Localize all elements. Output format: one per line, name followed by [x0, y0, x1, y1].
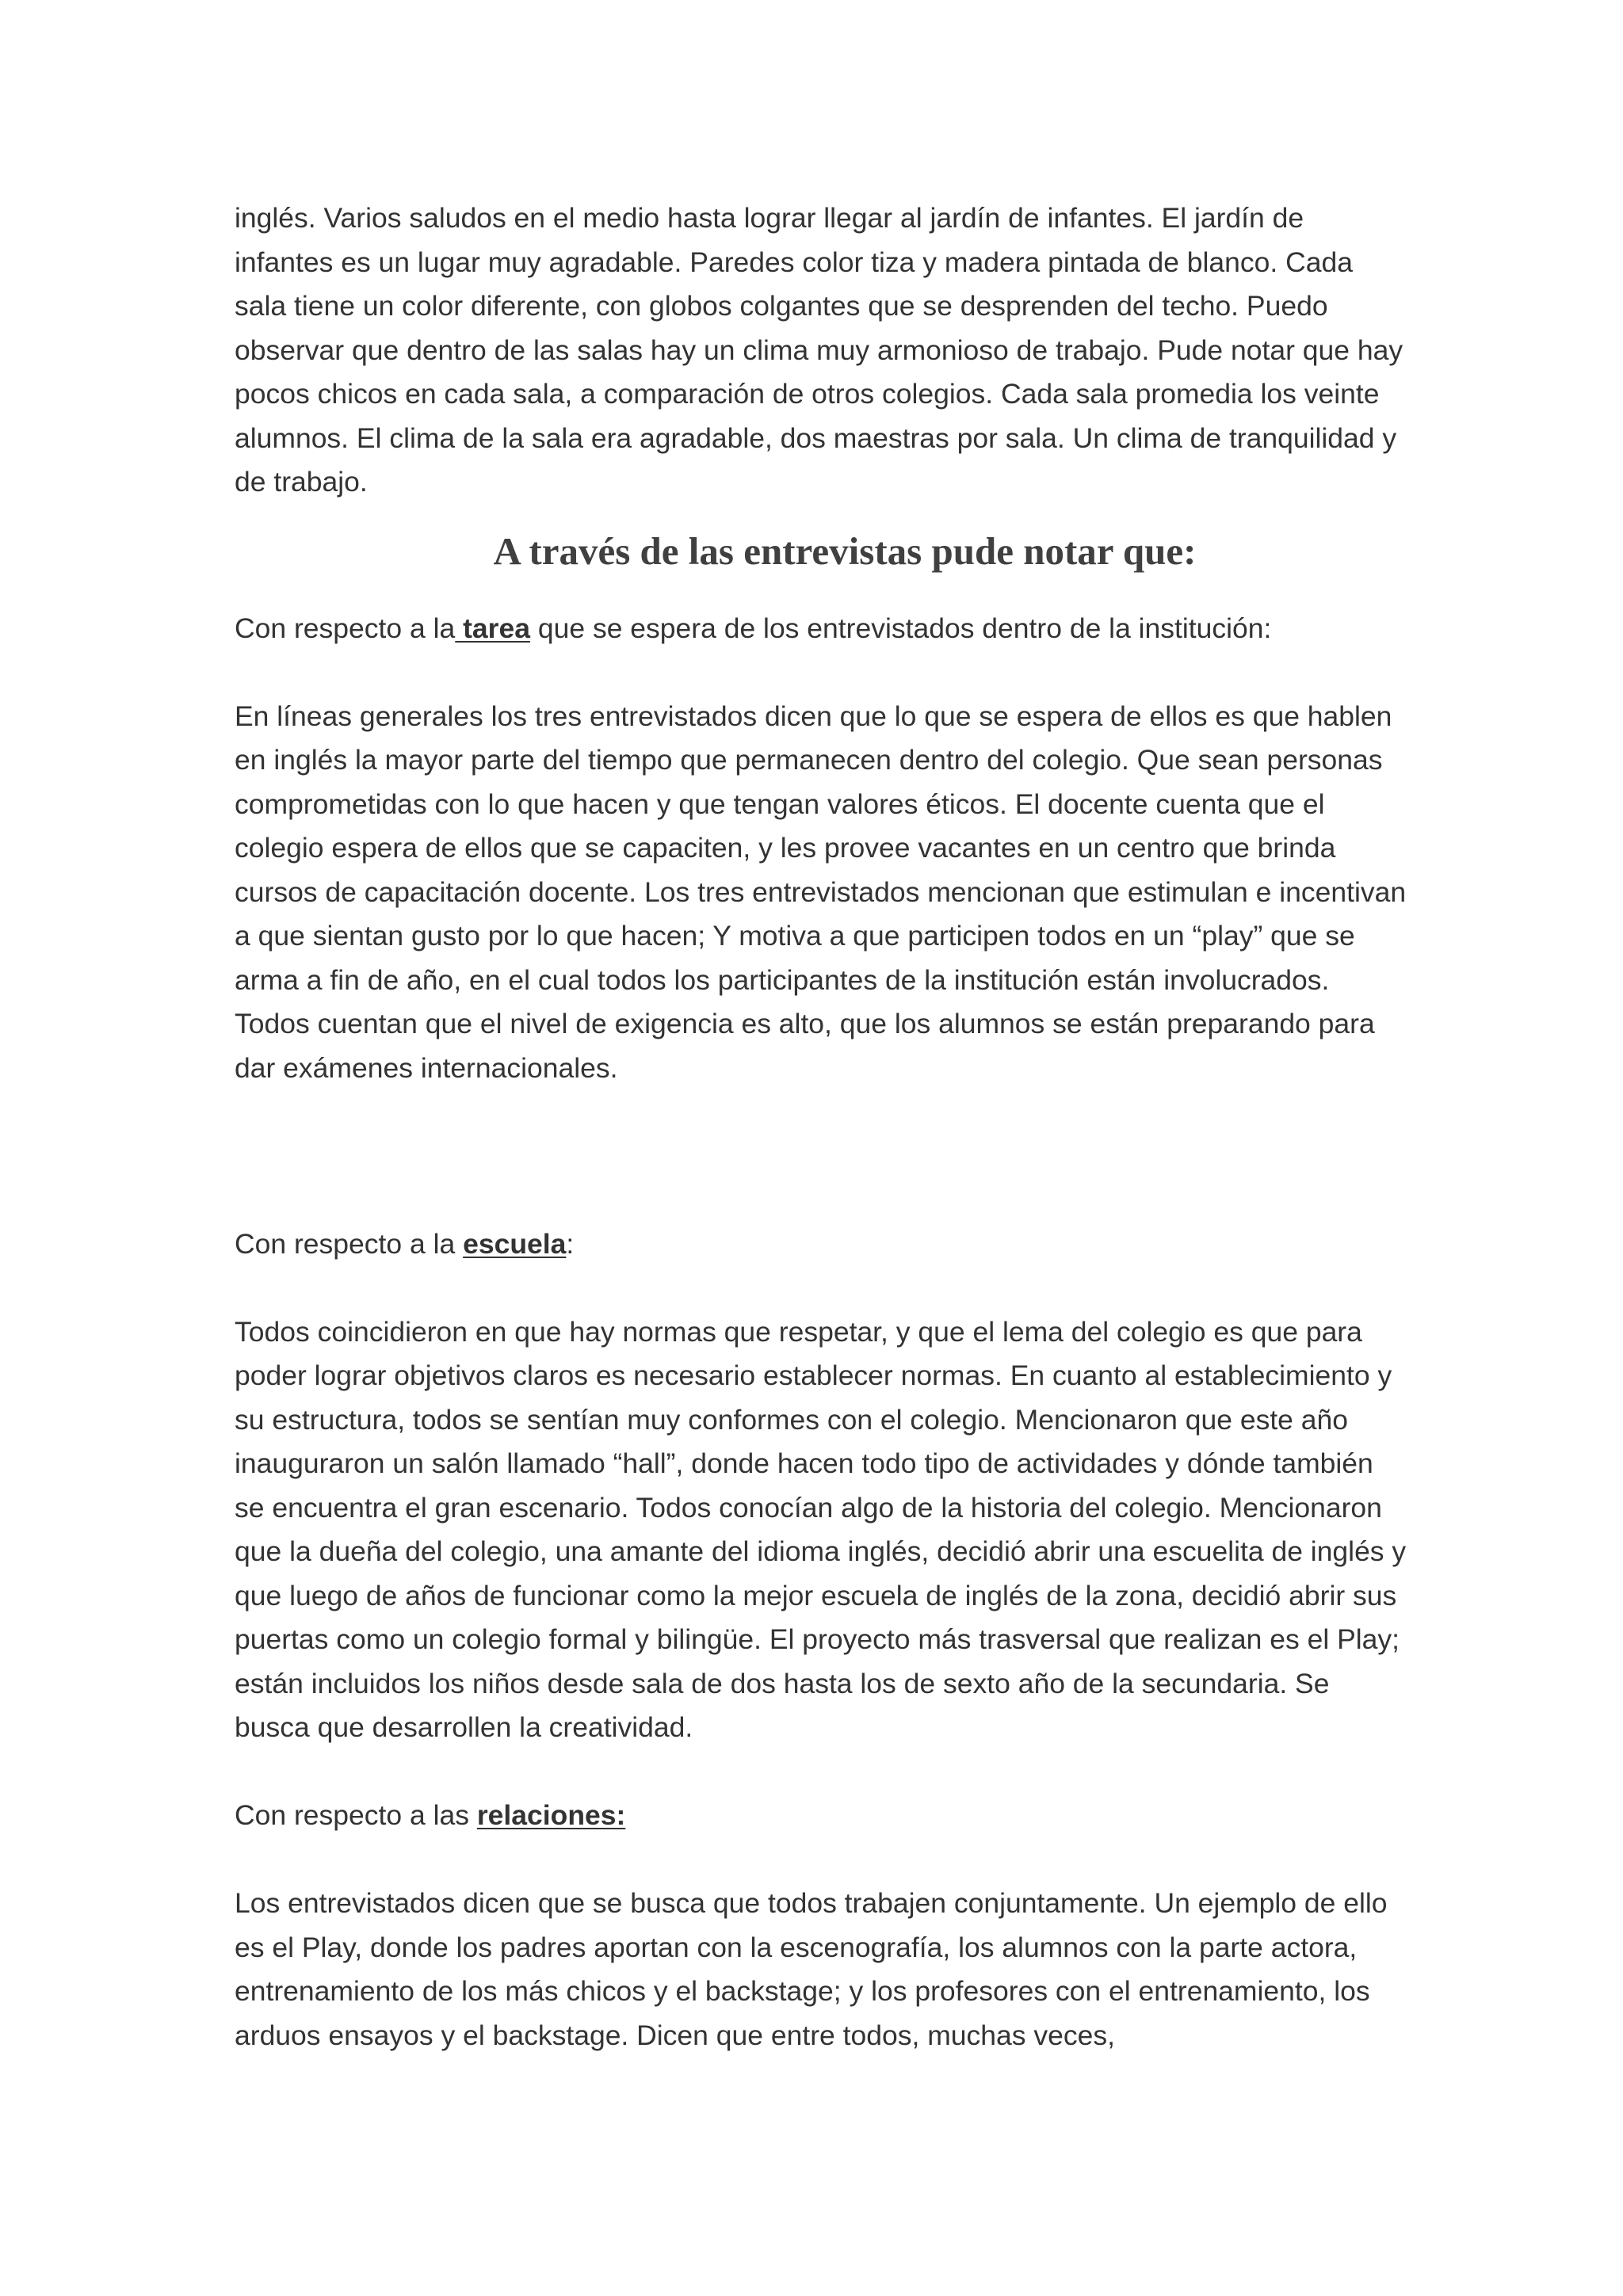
escuela-intro-after: : — [566, 1227, 575, 1260]
document-page — [235, 196, 1407, 2058]
spacer — [235, 1266, 1407, 1310]
section-heading: A través de las entrevistas pude notar que: — [493, 528, 1197, 573]
relaciones-body: Los entrevistados dicen que se busca que todos trabajen conjuntamente. Un ejemplo de ello es el Play, donde los padres aportan con la escenografía, los alumnos con la parte actora, entrenamiento de los más chicos y el backstage; y los profesores con el entrenamiento, los arduos ensayos y el backstage. Dicen que entre todos, muchas veces, — [235, 1887, 1388, 2051]
intro-paragraph: inglés. Varios saludos en el medio hasta lograr llegar al jardín de infantes. El jardín de infantes es un lugar muy agradable. Paredes color tiza y madera pintada de blanco. Cada sala tiene un color diferente, con globos colgantes que se desprenden del techo. Puedo observar que dentro de las salas hay un clima muy armonioso de trabajo. Pude notar que hay pocos chicos en cada sala, a comparación de otros colegios. Cada sala promedia los veinte alumnos. El clima de la sala era agradable, dos maestras por sala. Un clima de tranquilidad y de trabajo. — [235, 202, 1403, 498]
relaciones-keyword: relaciones: — [476, 1799, 626, 1831]
escuela-body: Todos coincidieron en que hay normas que respetar, y que el lema del colegio es que para poder lograr objetivos claros es necesario establecer normas. En cuanto al establecimiento y su estructura, todos se sentían muy conformes con el colegio. Mencionaron que este año inauguraron un salón llamado “hall”, donde hacen todo tipo de actividades y dónde también se encuentra el gran escenario. Todos conocían algo de la historia del colegio. Mencionaron que la dueña del colegio, una amante del idioma inglés, decidió abrir una escuelita de inglés y que luego de años de funcionar como la mejor escuela de inglés de la zona, decidió abrir sus puertas como un colegio formal y bilingüe. El proyecto más trasversal que realizan es el Play; están incluidos los niños desde sala de dos hasta los de sexto año de la secundaria. Se busca que desarrollen la creatividad. — [235, 1315, 1407, 1743]
relaciones-intro-before: Con respecto a las — [235, 1799, 477, 1831]
tarea-intro-before: Con respecto a la — [235, 612, 456, 644]
tarea-body: En líneas generales los tres entrevistados dicen que lo que se espera de ellos es que hablen en inglés la mayor parte del tiempo que permanecen dentro del colegio. Que sean personas comprometidas con lo que hacen y que tengan valores éticos. El docente cuenta que el colegio espera de ellos que se capaciten, y les provee vacantes en un centro que brinda cursos de capacitación docente. Los tres entrevistados mencionan que estimulan e incentivan a que sientan gusto por lo que hacen; Y motiva a que participen todos en un “play” que se arma a fin de año, en el cual todos los participantes de la institución están involucrados. Todos cuentan que el nivel de exigencia es alto, que los alumnos se están preparando para dar exámenes internacionales. — [235, 700, 1407, 1084]
escuela-intro — [235, 1222, 1407, 1267]
relaciones-intro — [235, 1794, 1407, 1838]
tarea-keyword: tarea — [455, 612, 530, 644]
tarea-intro-after: que se espera de los entrevistados dentro de la institución: — [529, 612, 1272, 644]
spacer — [235, 1838, 1407, 1882]
tarea-intro — [235, 607, 1407, 651]
escuela-keyword: escuela — [463, 1227, 567, 1260]
spacer — [235, 1090, 1407, 1222]
spacer — [235, 650, 1407, 695]
spacer — [235, 1750, 1407, 1794]
escuela-intro-before: Con respecto a la — [235, 1227, 464, 1260]
